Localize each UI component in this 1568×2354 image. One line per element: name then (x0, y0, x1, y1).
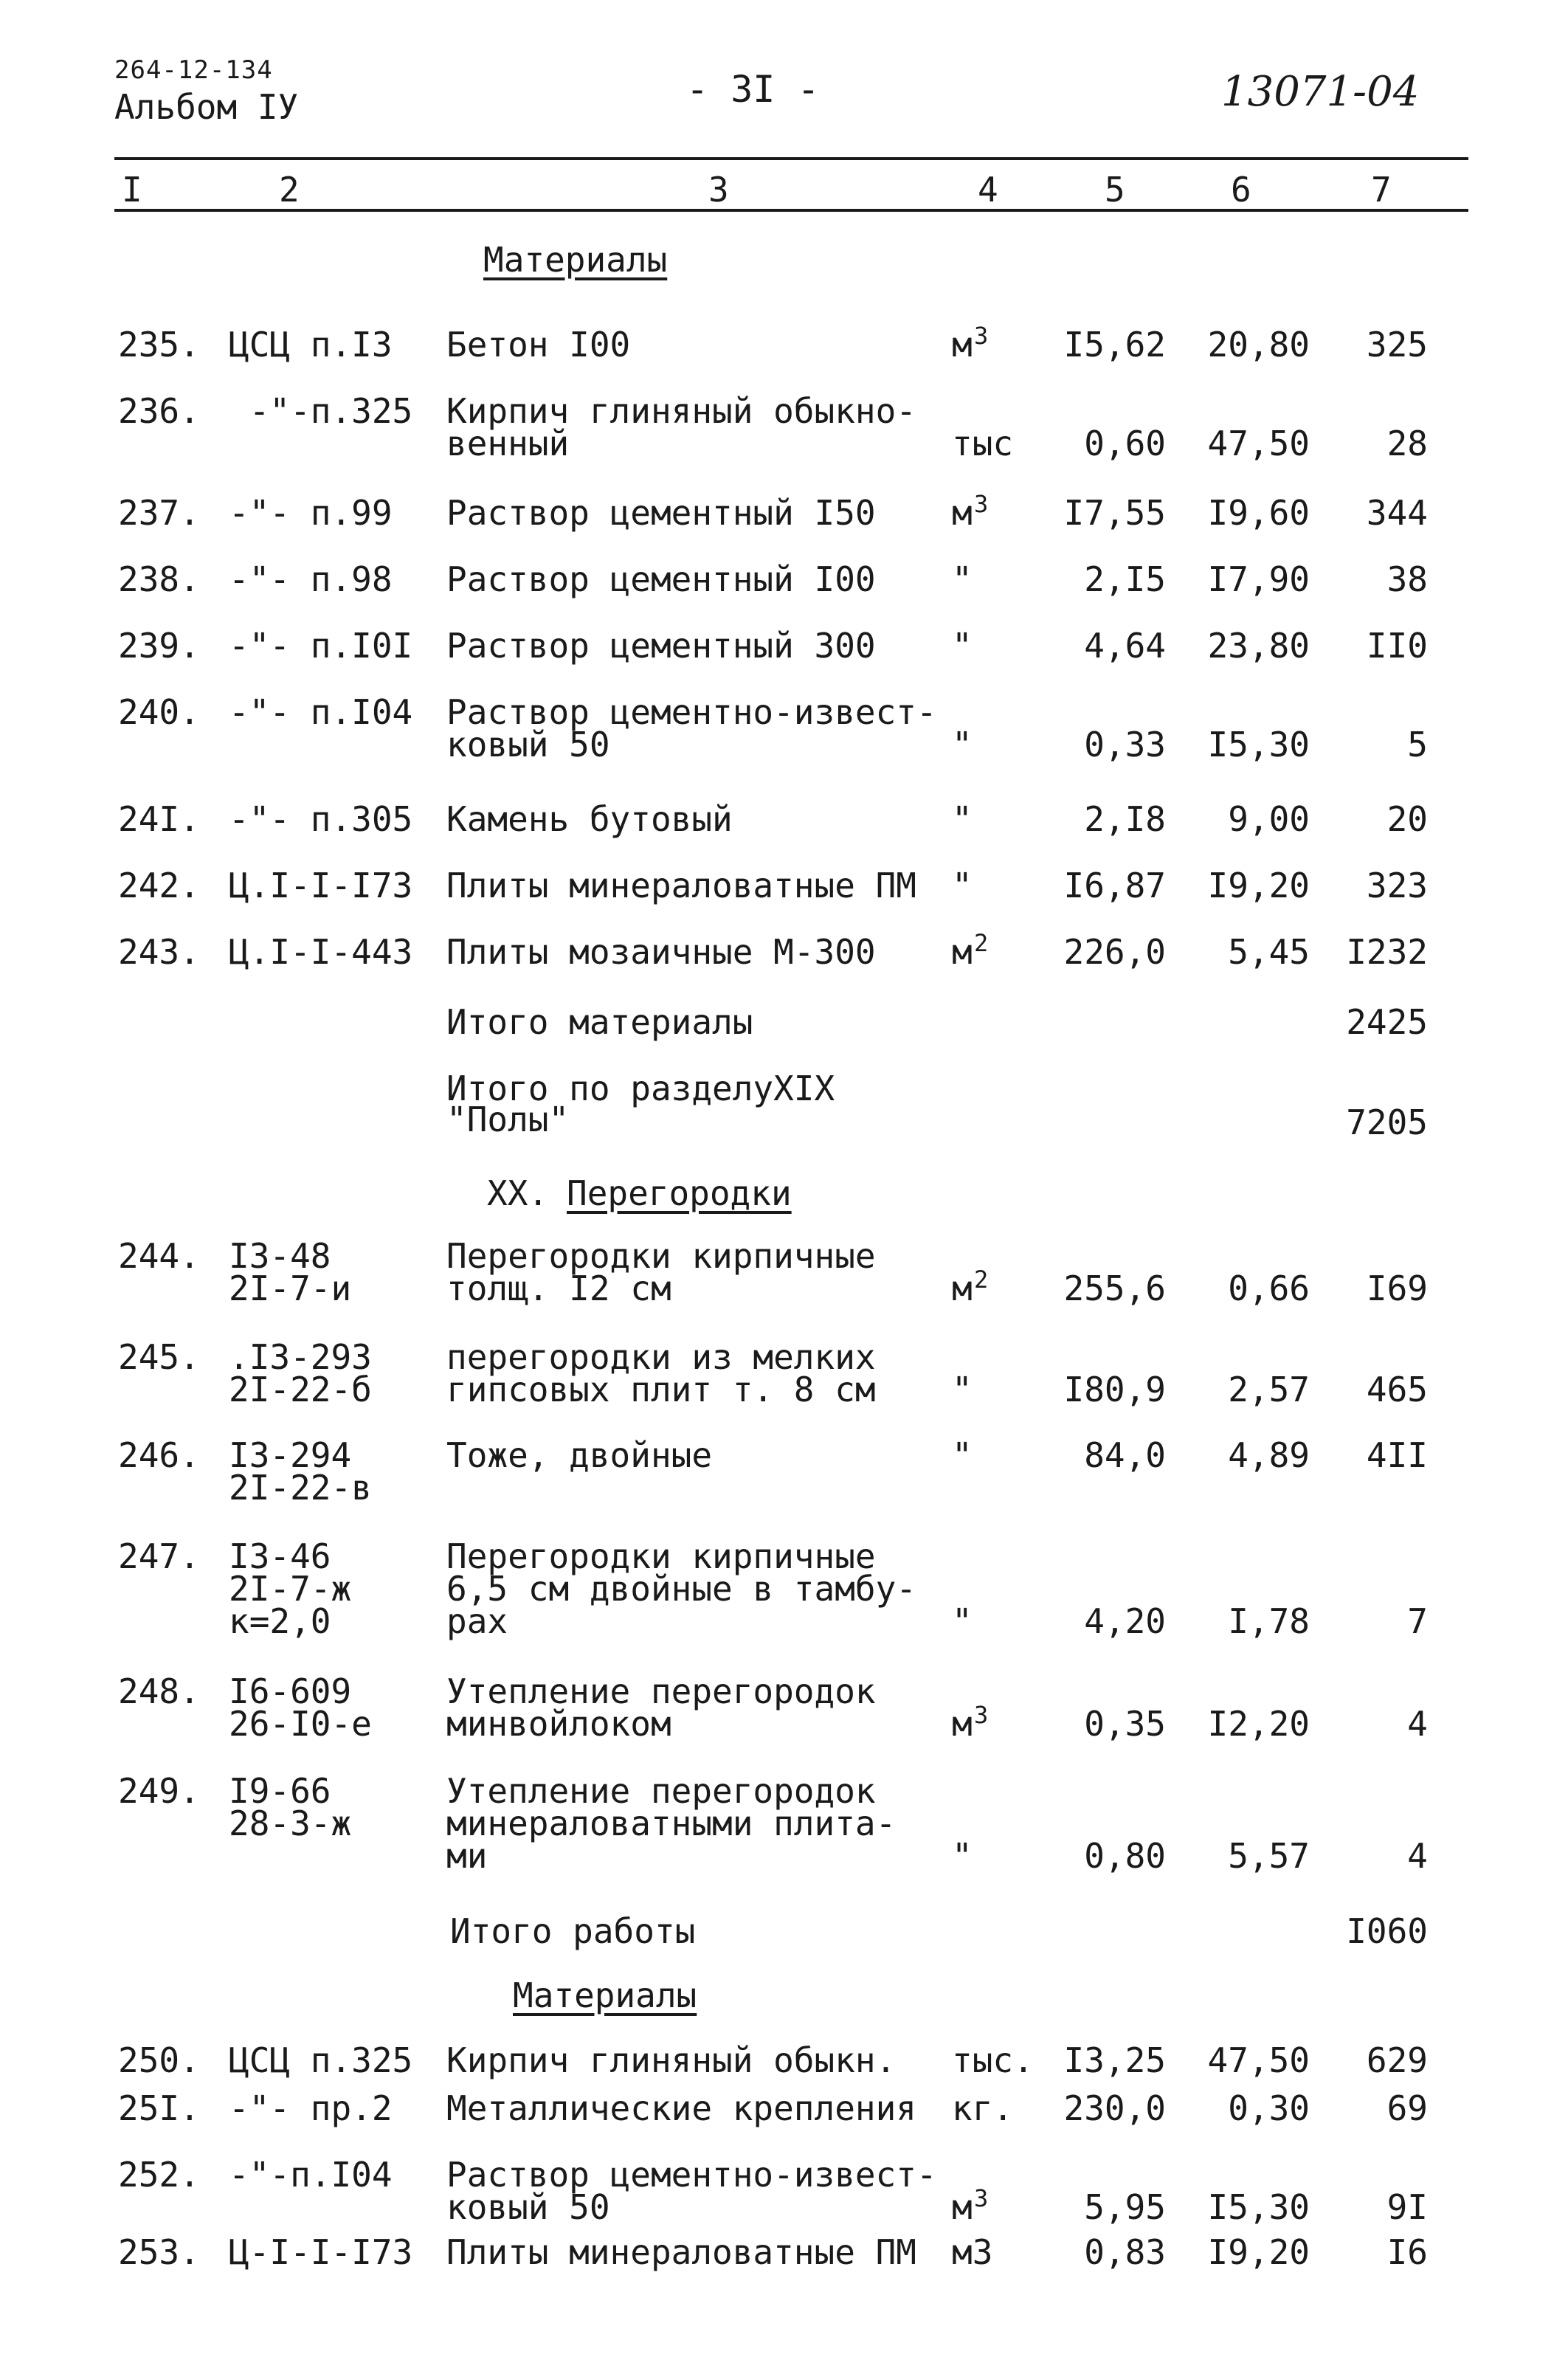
total-section-value: 7205 (1346, 1102, 1428, 1142)
row-code: -"- п.I0I (229, 626, 413, 666)
row-name: Перегородки кирпичные (446, 1536, 876, 1576)
row-name: перегородки из мелких (446, 1337, 876, 1377)
row-name: Кирпич глиняный обыкно- (446, 391, 916, 431)
row-code: I3-48 (229, 1236, 331, 1276)
row-unit: м (952, 1269, 973, 1308)
row-number: 244. (118, 1236, 200, 1276)
row-unit: тыс (952, 424, 1014, 463)
row-number: 246. (118, 1435, 200, 1475)
row-name: Раствор цементный I50 (446, 493, 876, 533)
row-name: рах (446, 1601, 508, 1641)
row-unit-price: 0,30 (1228, 2088, 1310, 2128)
row-number: 25I. (118, 2088, 200, 2128)
row-name: Утепление перегородок (446, 1771, 876, 1811)
row-total: 28 (1386, 424, 1428, 463)
row-unit-price: I9,20 (1207, 866, 1310, 905)
row-unit-price: 47,50 (1207, 424, 1310, 463)
column-header-5: 5 (1105, 170, 1125, 210)
row-code: -"- п.99 (229, 493, 393, 533)
row-unit-price: 9,00 (1228, 799, 1310, 839)
row-number: 242. (118, 866, 200, 905)
row-name: толщ. I2 см (446, 1269, 671, 1308)
unit-exponent: 2 (974, 1266, 989, 1294)
row-name: Раствор цементно-извест- (446, 692, 937, 732)
row-quantity: 0,35 (1084, 1704, 1166, 1744)
row-quantity: 5,95 (1084, 2187, 1166, 2227)
row-unit: тыс. (952, 2040, 1034, 2080)
row-name: ковый 50 (446, 725, 610, 764)
row-quantity: 84,0 (1084, 1435, 1166, 1475)
unit-exponent: 3 (974, 1701, 989, 1729)
row-number: 252. (118, 2155, 200, 2195)
section-xx-number: XX. (487, 1173, 549, 1213)
row-name: Плиты минераловатные ПМ (446, 2232, 916, 2272)
row-quantity: 0,80 (1084, 1836, 1166, 1876)
row-quantity: 2,I8 (1084, 799, 1166, 839)
column-header-6: 6 (1231, 170, 1251, 210)
row-code: ЦСЦ п.325 (229, 2040, 413, 2080)
total-materials-value: 2425 (1346, 1002, 1428, 1042)
row-number: 253. (118, 2232, 200, 2272)
row-name: Металлические крепления (446, 2088, 916, 2128)
row-code: 26-I0-е (229, 1704, 372, 1744)
row-name: Плиты мозаичные М-300 (446, 932, 876, 972)
row-name: Раствор цементный I00 (446, 559, 876, 599)
row-unit: м (952, 493, 973, 533)
row-name: Утепление перегородок (446, 1671, 876, 1711)
row-quantity: I3,25 (1063, 2040, 1166, 2080)
row-unit: кг. (952, 2088, 1014, 2128)
row-unit: " (952, 725, 973, 764)
column-header-7: 7 (1371, 170, 1392, 210)
row-quantity: 0,33 (1084, 725, 1166, 764)
row-code: к=2,0 (229, 1601, 331, 1641)
row-code: ЦСЦ п.I3 (229, 325, 393, 365)
row-code: -"-п.I04 (229, 2155, 393, 2195)
row-unit-price: 20,80 (1207, 325, 1310, 365)
row-name: 6,5 см двойные в тамбу- (446, 1569, 916, 1609)
unit-exponent: 3 (974, 322, 989, 350)
row-unit-price: I,78 (1228, 1601, 1310, 1641)
row-number: 238. (118, 559, 200, 599)
column-header-1: I (122, 170, 142, 210)
row-code: Ц.I-I-I73 (229, 866, 413, 905)
row-code: -"- пр.2 (229, 2088, 393, 2128)
row-unit: м (952, 2187, 973, 2227)
archive-number: 13071-04 (1221, 68, 1420, 116)
row-unit-price: I5,30 (1207, 2187, 1310, 2227)
row-unit-price: 5,57 (1228, 1836, 1310, 1876)
row-code: 2I-7-и (229, 1269, 352, 1308)
row-quantity: I6,87 (1063, 866, 1166, 905)
row-code: I3-46 (229, 1536, 331, 1576)
row-quantity: I7,55 (1063, 493, 1166, 533)
row-name: Плиты минераловатные ПМ (446, 866, 916, 905)
row-unit: м (952, 932, 973, 972)
row-code: Ц-I-I-I73 (229, 2232, 413, 2272)
row-quantity: 4,64 (1084, 626, 1166, 666)
total-materials-label: Итого материалы (446, 1002, 753, 1042)
row-name: Кирпич глиняный обыкн. (446, 2040, 897, 2080)
row-unit-price: 2,57 (1228, 1370, 1310, 1409)
row-name: Раствор цементно-извест- (446, 2155, 937, 2195)
row-number: 245. (118, 1337, 200, 1377)
row-total: 4II (1366, 1435, 1428, 1475)
row-total: I232 (1346, 932, 1428, 972)
row-name: минвойлоком (446, 1704, 671, 1744)
row-unit: " (952, 1601, 973, 1641)
row-unit-price: 0,66 (1228, 1269, 1310, 1308)
row-quantity: 2,I5 (1084, 559, 1166, 599)
row-unit: " (952, 799, 973, 839)
row-quantity: 230,0 (1063, 2088, 1166, 2128)
row-total: 344 (1366, 493, 1428, 533)
row-total: I69 (1366, 1269, 1428, 1308)
row-name: Камень бутовый (446, 799, 733, 839)
row-total: I6 (1386, 2232, 1428, 2272)
row-code: 28-3-ж (229, 1804, 352, 1843)
row-total: 38 (1386, 559, 1428, 599)
row-name: венный (446, 424, 570, 463)
row-total: 629 (1366, 2040, 1428, 2080)
row-code: -"- п.I04 (229, 692, 413, 732)
row-quantity: 0,83 (1084, 2232, 1166, 2272)
album-label: Альбом IУ (114, 87, 299, 127)
row-number: 237. (118, 493, 200, 533)
column-header-2: 2 (279, 170, 300, 210)
row-code: I9-66 (229, 1771, 331, 1811)
row-unit: " (952, 1435, 973, 1475)
row-unit: " (952, 559, 973, 599)
row-unit-price: 5,45 (1228, 932, 1310, 972)
row-code: -"- п.305 (229, 799, 413, 839)
row-unit: м3 (952, 2232, 993, 2272)
row-code: I3-294 (229, 1435, 352, 1475)
row-quantity: 4,20 (1084, 1601, 1166, 1641)
row-name: Раствор цементный 300 (446, 626, 876, 666)
row-code: 2I-7-ж (229, 1569, 352, 1609)
row-number: 236. (118, 391, 200, 431)
row-unit: " (952, 1370, 973, 1409)
row-total: 5 (1407, 725, 1428, 764)
row-quantity: I5,62 (1063, 325, 1166, 365)
page-number: - 3I - (686, 68, 820, 111)
row-quantity: 0,60 (1084, 424, 1166, 463)
row-number: 235. (118, 325, 200, 365)
document-code: 264-12-134 (114, 55, 273, 85)
row-total: 9I (1386, 2187, 1428, 2227)
row-total: 4 (1407, 1704, 1428, 1744)
total-section-label-line1: Итого по разделуXIX (446, 1069, 835, 1108)
row-unit-price: I2,20 (1207, 1704, 1310, 1744)
row-total: 465 (1366, 1370, 1428, 1409)
row-name: Перегородки кирпичные (446, 1236, 876, 1276)
row-unit: " (952, 866, 973, 905)
row-total: 325 (1366, 325, 1428, 365)
row-quantity: 226,0 (1063, 932, 1166, 972)
row-name: ми (446, 1836, 488, 1876)
row-unit-price: 23,80 (1207, 626, 1310, 666)
row-code: -"- п.98 (229, 559, 393, 599)
row-unit-price: 47,50 (1207, 2040, 1310, 2080)
materials-heading-2: Материалы (513, 1975, 697, 2015)
materials-heading: Материалы (483, 240, 668, 280)
total-works-value: I060 (1346, 1911, 1428, 1951)
row-code: I6-609 (229, 1671, 352, 1711)
row-name: Бетон I00 (446, 325, 631, 365)
row-number: 240. (118, 692, 200, 732)
row-total: II0 (1366, 626, 1428, 666)
row-quantity: I80,9 (1063, 1370, 1166, 1409)
column-header-3: 3 (708, 170, 729, 210)
row-unit: м (952, 325, 973, 365)
row-total: 69 (1386, 2088, 1428, 2128)
row-number: 247. (118, 1536, 200, 1576)
row-name: минераловатными плита- (446, 1804, 897, 1843)
row-unit: " (952, 626, 973, 666)
row-total: 4 (1407, 1836, 1428, 1876)
row-number: 250. (118, 2040, 200, 2080)
row-total: 7 (1407, 1601, 1428, 1641)
row-code: -"-п.325 (229, 391, 413, 431)
row-number: 249. (118, 1771, 200, 1811)
row-unit-price: I9,60 (1207, 493, 1310, 533)
row-code: Ц.I-I-443 (229, 932, 413, 972)
row-number: 24I. (118, 799, 200, 839)
row-quantity: 255,6 (1063, 1269, 1166, 1308)
row-name: гипсовых плит т. 8 см (446, 1370, 876, 1409)
total-works-label: Итого работы (450, 1911, 696, 1951)
row-name: Тоже, двойные (446, 1435, 713, 1475)
row-unit: " (952, 1836, 973, 1876)
row-total: 323 (1366, 866, 1428, 905)
total-section-label-line2: "Полы" (446, 1100, 570, 1139)
unit-exponent: 3 (974, 490, 989, 518)
row-unit-price: I7,90 (1207, 559, 1310, 599)
row-total: 20 (1386, 799, 1428, 839)
row-code: .I3-293 (229, 1337, 372, 1377)
row-name: ковый 50 (446, 2187, 610, 2227)
row-unit-price: I9,20 (1207, 2232, 1310, 2272)
row-code: 2I-22-б (229, 1370, 372, 1409)
row-unit-price: I5,30 (1207, 725, 1310, 764)
row-unit-price: 4,89 (1228, 1435, 1310, 1475)
row-number: 239. (118, 626, 200, 666)
row-code: 2I-22-в (229, 1468, 372, 1508)
row-unit: м (952, 1704, 973, 1744)
row-number: 248. (118, 1671, 200, 1711)
unit-exponent: 2 (974, 929, 989, 957)
row-number: 243. (118, 932, 200, 972)
column-header-4: 4 (978, 170, 998, 210)
section-xx-title: Перегородки (567, 1173, 792, 1213)
unit-exponent: 3 (974, 2184, 989, 2212)
